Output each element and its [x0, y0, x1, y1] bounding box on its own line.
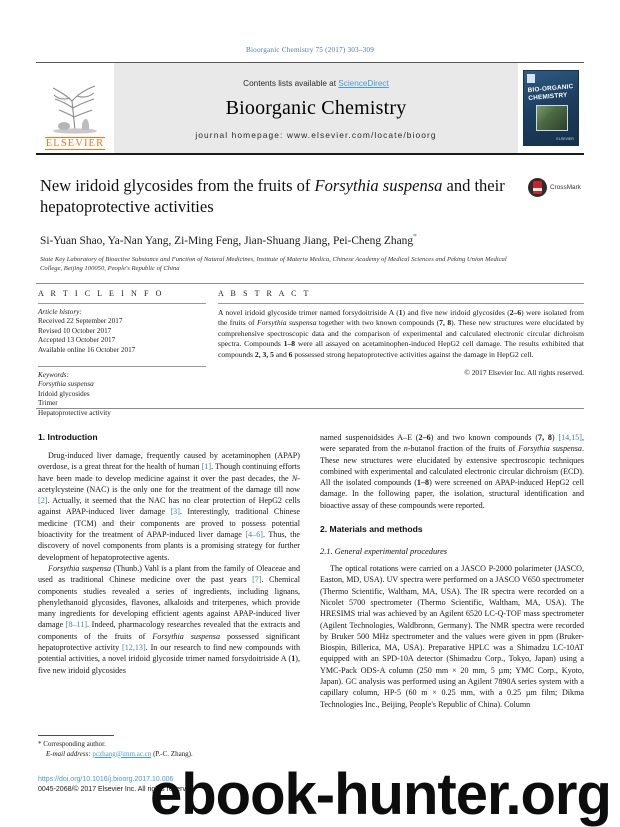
abstract-divider	[218, 303, 584, 304]
abstract-copyright: © 2017 Elsevier Inc. All rights reserved.	[464, 368, 584, 378]
compound-ref: 1	[291, 654, 296, 664]
crossmark-label: CrossMark	[550, 184, 581, 191]
journal-cover-thumbnail	[523, 70, 579, 146]
email-note	[38, 750, 300, 760]
intro-continuation-paragraph	[320, 432, 584, 511]
compound-ref: 1–8	[416, 478, 430, 488]
body-column-left	[38, 432, 300, 676]
corresponding-author-marker: *	[413, 232, 418, 241]
citation-ref[interactable]: [7]	[252, 575, 262, 585]
abstract-compound-ref: 1	[398, 308, 403, 317]
compound-ref: 7, 8	[538, 433, 552, 442]
running-head: Bioorganic Chemistry 75 (2017) 303–309	[245, 46, 375, 54]
citation-ref[interactable]: [1]	[201, 462, 212, 472]
watermark-text: ebook-hunter.org	[150, 762, 611, 827]
para-seg: . Though continuing efforts have been made to develop medicine against it over the past decades, the	[38, 462, 300, 483]
citation-ref[interactable]: [4–6]	[245, 530, 263, 540]
abstract-seg: possessed strong hepatoprotective activities against the damage in HepG2 cell.	[292, 349, 534, 359]
history-available-online: Available online 16 October 2017	[38, 345, 136, 354]
cover-photo-image	[536, 105, 568, 131]
cover-badge-icon	[527, 74, 535, 83]
para-seg: . Actually, it seemed that the NAC has no clear protection of HepG2 cells against APAP-induced liver damage	[38, 496, 300, 517]
abstract-seg: A novel iridoid glycoside trimer named forsydoitriside A (	[218, 308, 399, 317]
footnote-block	[38, 735, 300, 759]
email-suffix: (P.-C. Zhang).	[153, 749, 193, 758]
title-block	[40, 175, 520, 273]
para-seg: )	[551, 433, 559, 442]
methods-paragraph-1: The optical rotations were carried on a JASCO P-2000 polarimeter (JASCO, Easton, MD, USA). UV spectra were performed on a JASCO V650 spectrometer (Thermo Scientific, Waltham, MA, USA). The IR spectra were recorded on a Nicolet 5700 spectrometer (Thermo Scientific, Waltham, MA, USA). The HRESIMS trial was achieved by an Agilent 6520 LC-Q-TOF mass spectrometer (Agilent Technologies, Waldbronn, Germany). The NMR spectra were recorded by Bruker 500 MHz spectrometer and the values were given in ppm (Bruker-Biospin, Billerica, MA, USA). Preparative HPLC was a Shimadzu LC-10AT equipped with an SPD-10A detector (Shimadzu Corp., Tokyo, Japan) using a YMC-Pack ODS-A column (250 mm × 20 mm, 5 µm; YMC Corp., Kyoto, Japan). GC analysis was performed using an Agilent 7890A series system with a capillary column, HP-5 (60 m × 0.25 mm, with a 0.25 µm film; Dikma Technologies Inc., Beijing, People's Republic of China). Column	[320, 564, 584, 709]
elsevier-tree-icon	[44, 74, 106, 136]
contents-prefix-text: Contents lists available at	[243, 78, 339, 88]
keyword-item: Hepatoprotective activity	[38, 408, 111, 417]
issn-copyright-line: 0045-2068/© 2017 Elsevier Inc. All rights reserved.	[38, 785, 196, 793]
page-title	[40, 175, 520, 217]
species-name: Forsythia suspensa	[152, 631, 220, 641]
info-rule-top	[36, 283, 584, 284]
para-seg: . Chemical components studies revealed a series of ingredients, including lignans, phenylethanoid glycosides, flavones, alkaloids and triterpenes, which provide many ingredients for developing efficient agents against APAP-induced liver damage	[38, 575, 300, 630]
abstract-compound-ref: 2–6	[509, 308, 522, 317]
body-column-right	[320, 432, 584, 710]
abstract-compound-ref: 2, 3, 5	[254, 349, 274, 359]
para-seg: possessed significant hepatoprotective activity	[38, 631, 300, 653]
abstract-seg: were all assayed on acetaminophen-induced HepG2 cell damage. The results exhibited that compounds	[218, 339, 584, 359]
italic-n: N	[291, 473, 298, 483]
title-part-two: and their hepatoprotective activities	[40, 176, 505, 216]
history-accepted: Accepted 13 October 2017	[38, 336, 116, 345]
affiliation: State Key Laboratory of Bioactive Substance and Function of Natural Medicines, Institute of Materia Medica, Chinese Academy of Medical Sciences and Peking Union Medical College, Beijing 100050, People's Republic of China	[40, 255, 507, 272]
article-history-label: Article history:	[38, 308, 82, 316]
para-seg: , were separated from the	[320, 433, 585, 454]
cover-publisher-text: ELSEVIER	[556, 137, 574, 141]
keyword-item: Iridoid glycosides	[38, 389, 90, 398]
elsevier-logo	[36, 63, 114, 153]
abstract-compound-ref: 6	[288, 349, 293, 359]
citation-ref[interactable]: [14,15]	[558, 433, 582, 442]
para-seg: Drug-induced liver damage, frequently caused by acetaminophen (APAP) overdose, is a great threat for the health of human	[38, 451, 300, 472]
para-seg: . These new structures were elucidated by extensive spectroscopic techniques combined with experimental and calculated electronic circular dichroism (ECD). All the isolated compounds (	[320, 444, 584, 488]
para-seg: -acetylcysteine (NAC) is the only one for the treatment of the damage till now	[38, 473, 300, 494]
abstract-label: A B S T R A C T	[218, 289, 312, 298]
para-seg: . In our research to find new compounds with potential activities, a novel iridoid glycoside trimer named forsydoitriside A (	[38, 643, 300, 664]
para-seg: named suspenoidsides A–E (	[320, 433, 419, 442]
intro-paragraph-1	[38, 450, 300, 563]
journal-masthead	[36, 62, 584, 155]
citation-ref[interactable]: [8–11]	[65, 620, 88, 630]
italic-n: n	[403, 444, 408, 454]
author-list	[40, 230, 520, 248]
para-seg: -butanol fraction of the fruits of	[407, 444, 519, 454]
section-heading-materials-methods: 2. Materials and methods	[320, 524, 423, 535]
journal-band	[114, 63, 518, 153]
abstract-seg: together with two known compounds (	[316, 318, 440, 328]
contents-available-line	[243, 79, 389, 88]
article-info-column	[38, 289, 206, 418]
crossmark-badge[interactable]	[528, 178, 581, 197]
para-seg: (Thunb.) Vahl is a plant from the family of Oleaceae and used as traditional Chinese medicine over the past years	[38, 563, 300, 585]
keyword-item: Trimer	[38, 399, 58, 408]
para-seg: ) and two known compounds (	[430, 433, 539, 442]
compound-ref: 2–6	[418, 433, 431, 442]
species-name: Forsythia suspensa	[48, 563, 112, 573]
corresponding-author-text: Corresponding author.	[43, 740, 106, 748]
abstract-seg: ). These new structures were elucidated by comprehensive spectroscopic data and the comparison of experimental and calculated electronic circular dichroism spectra. Compounds	[218, 318, 585, 349]
corresponding-author-note: * Corresponding author.	[38, 740, 106, 748]
footnote-rule	[38, 735, 114, 736]
elsevier-wordmark: ELSEVIER	[45, 138, 105, 149]
citation-ref[interactable]: [3]	[170, 507, 180, 517]
article-info-label: A R T I C L E I N F O	[38, 289, 165, 298]
article-info-divider	[38, 303, 206, 304]
keywords-divider	[38, 366, 206, 367]
title-part-one: New iridoid glycosides from the fruits of	[40, 176, 315, 195]
history-received: Received 22 September 2017	[38, 317, 123, 326]
citation-ref[interactable]: [2]	[38, 496, 48, 506]
sciencedirect-link[interactable]: ScienceDirect	[338, 78, 389, 88]
abstract-seg: ) and five new iridoid glycosides (	[402, 308, 510, 317]
para-seg: ), five new iridoid glycosides	[38, 654, 300, 675]
abstract-column	[218, 289, 584, 377]
email-link[interactable]: pczhang@imm.ac.cn	[92, 749, 152, 758]
abstract-seg: ) were isolated from the fruits of	[218, 308, 584, 328]
keyword-item: Forsythia suspensa	[38, 380, 94, 389]
subsection-heading-general-procedures: 2.1. General experimental procedures	[320, 547, 448, 557]
history-revised: Revised 10 October 2017	[38, 326, 112, 335]
cover-title-text: BIO-ORGANIC CHEMISTRY	[527, 83, 574, 103]
doi-link[interactable]: https://doi.org/10.1016/j.bioorg.2017.10.006	[38, 776, 174, 783]
intro-paragraph-2	[38, 563, 300, 676]
title-species-name: Forsythia suspensa	[314, 176, 443, 195]
journal-cover-cell	[518, 63, 584, 153]
abstract-text	[218, 308, 584, 360]
author-names: Si-Yuan Shao, Ya-Nan Yang, Zi-Ming Feng, Jian-Shuang Jiang, Pei-Cheng Zhang	[40, 234, 414, 247]
email-label: E-mail address:	[46, 749, 91, 758]
crossmark-icon	[528, 178, 547, 197]
abstract-seg: and	[273, 349, 289, 359]
para-seg: . Thus, the discovery of novel components from plants is a promising strategy for further development of hepatoprotective agents.	[38, 530, 300, 562]
species-name: Forsythia suspensa	[518, 444, 582, 454]
journal-title: Bioorganic Chemistry	[225, 96, 407, 119]
para-seg: ) were screened on APAP-induced HepG2 cell damage. In the following paper, the isolation, structural identification and bioactive assay of these compounds were reported.	[320, 478, 585, 510]
abstract-species: Forsythia suspensa	[257, 318, 317, 328]
para-seg: . Indeed, pharmacology researches revealed that the extracts and components of the fruits of	[38, 620, 300, 641]
citation-ref[interactable]: [12,13]	[122, 643, 146, 653]
journal-homepage-line[interactable]: journal homepage: www.elsevier.com/locate/bioorg	[195, 129, 437, 140]
para-seg: . Interestingly, traditional Chinese medicine (TCM) and their components are proved to possess potential bioactivity for the treatment of APAP-induced liver damage	[38, 507, 300, 540]
abstract-compound-ref: 1–8	[283, 339, 296, 349]
section-heading-introduction: 1. Introduction	[38, 432, 98, 442]
abstract-compound-ref: 7, 8	[439, 318, 452, 328]
keywords-label: Keywords:	[38, 371, 69, 380]
